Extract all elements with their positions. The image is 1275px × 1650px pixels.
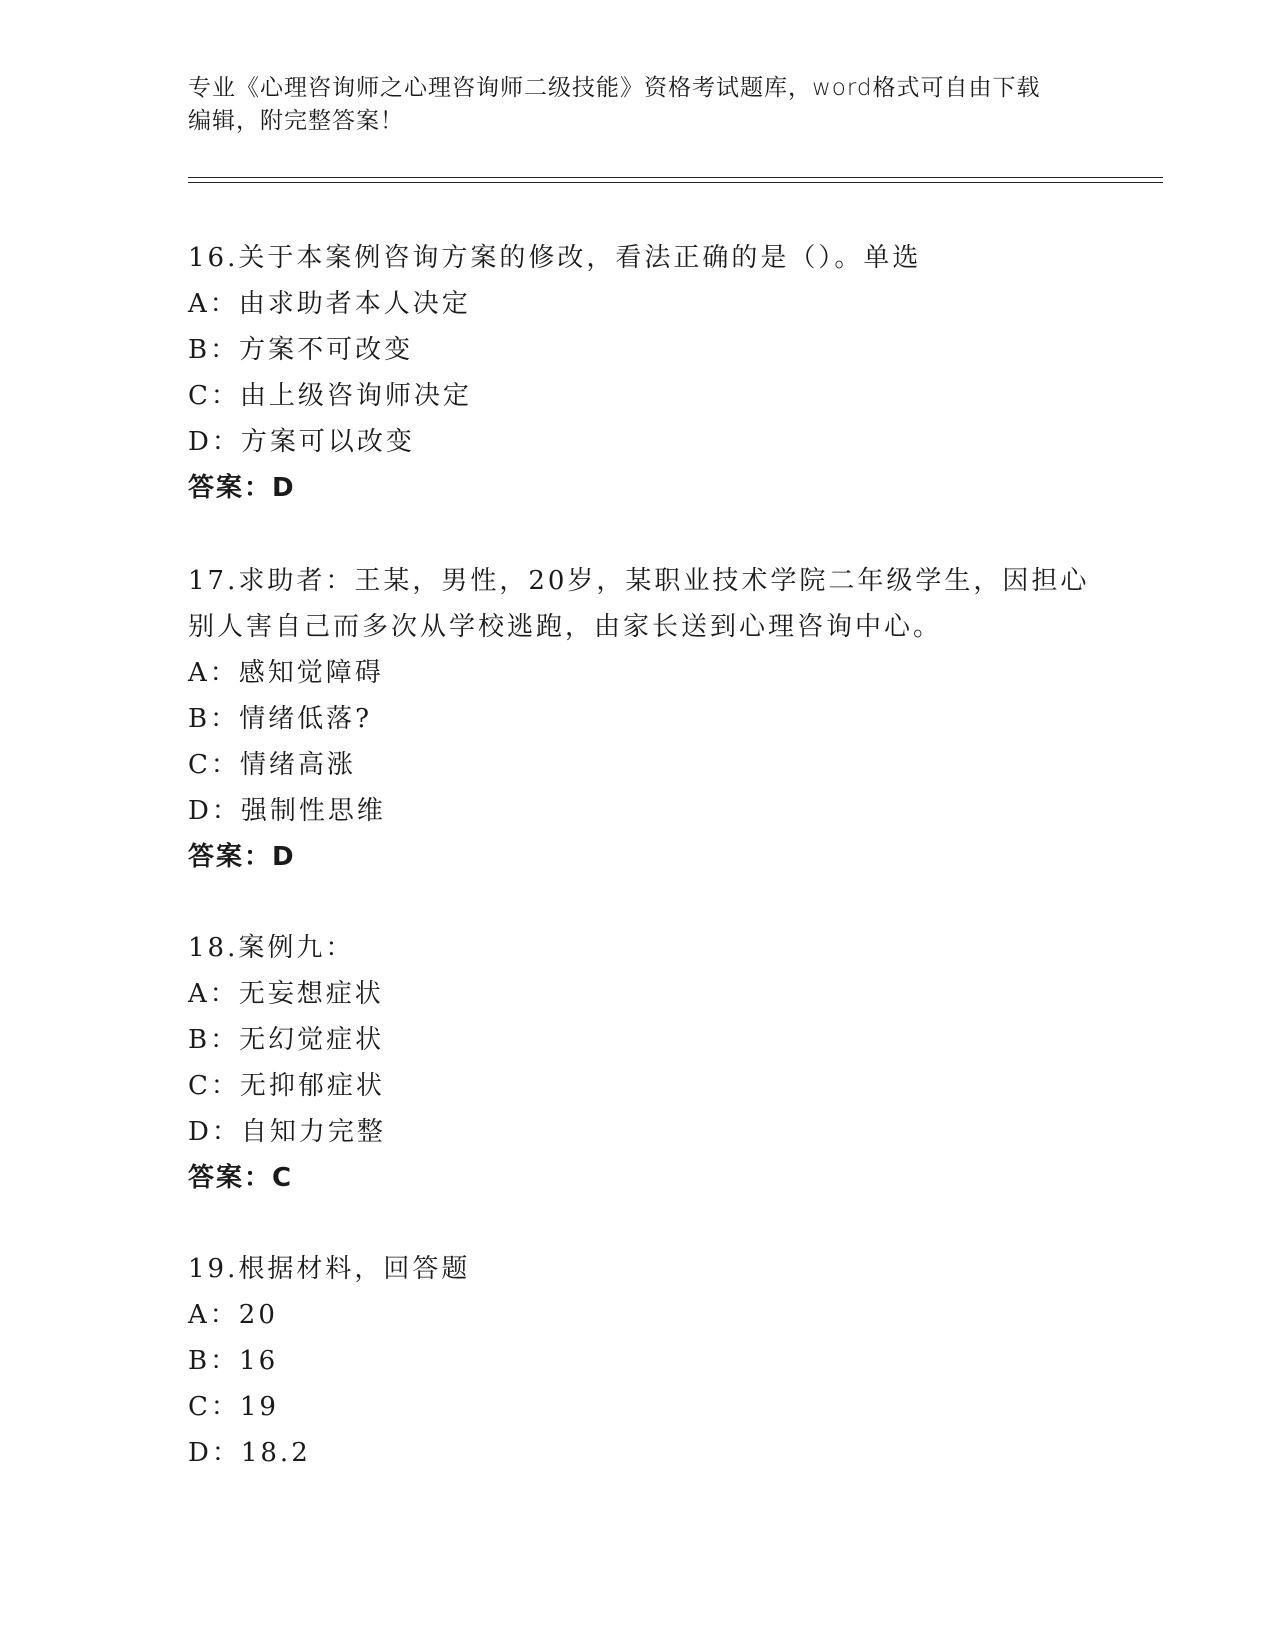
option-c: C：由上级咨询师决定	[188, 381, 472, 411]
header-divider-top	[188, 177, 1163, 178]
option-c: C：无抑郁症状	[188, 1071, 385, 1101]
question-17	[188, 558, 1088, 880]
question-stem: 16.关于本案例咨询方案的修改，看法正确的是（）。单选	[188, 243, 922, 273]
option-a: A：由求助者本人决定	[188, 289, 471, 319]
answer-label: 答案：D	[188, 842, 296, 872]
option-d: D：方案可以改变	[188, 427, 415, 457]
header-line-2: 编辑，附完整答案！	[188, 108, 404, 134]
option-a: A：感知觉障碍	[188, 658, 384, 688]
answer-label: 答案：C	[188, 1163, 294, 1193]
option-d: D：18.2	[188, 1438, 311, 1468]
option-b: B：方案不可改变	[188, 335, 414, 365]
option-c: C：情绪高涨	[188, 750, 356, 780]
option-c: C：19	[188, 1392, 279, 1422]
option-b: B：16	[188, 1346, 279, 1376]
option-b: B：无幻觉症状	[188, 1025, 385, 1055]
option-d: D：强制性思维	[188, 796, 386, 826]
option-d: D：自知力完整	[188, 1117, 386, 1147]
option-b: B：情绪低落?	[188, 704, 373, 734]
option-a: A：无妄想症状	[188, 979, 384, 1009]
option-a: A：20	[188, 1300, 278, 1330]
question-16	[188, 235, 1088, 511]
document-header	[188, 72, 1088, 138]
header-line-1: 专业《心理咨询师之心理咨询师二级技能》资格考试题库，word格式可自由下载	[188, 75, 1041, 101]
question-19	[188, 1246, 1088, 1476]
question-stem: 17.求助者：王某，男性，20岁，某职业技术学院二年级学生，因担心	[188, 566, 1090, 596]
question-stem: 19.根据材料，回答题	[188, 1254, 471, 1284]
header-divider-bottom	[188, 182, 1163, 183]
question-stem: 18.案例九：	[188, 933, 355, 963]
answer-label: 答案：D	[188, 473, 296, 503]
question-18	[188, 925, 1088, 1201]
question-stem-continued: 别人害自己而多次从学校逃跑，由家长送到心理咨询中心。	[188, 612, 943, 642]
